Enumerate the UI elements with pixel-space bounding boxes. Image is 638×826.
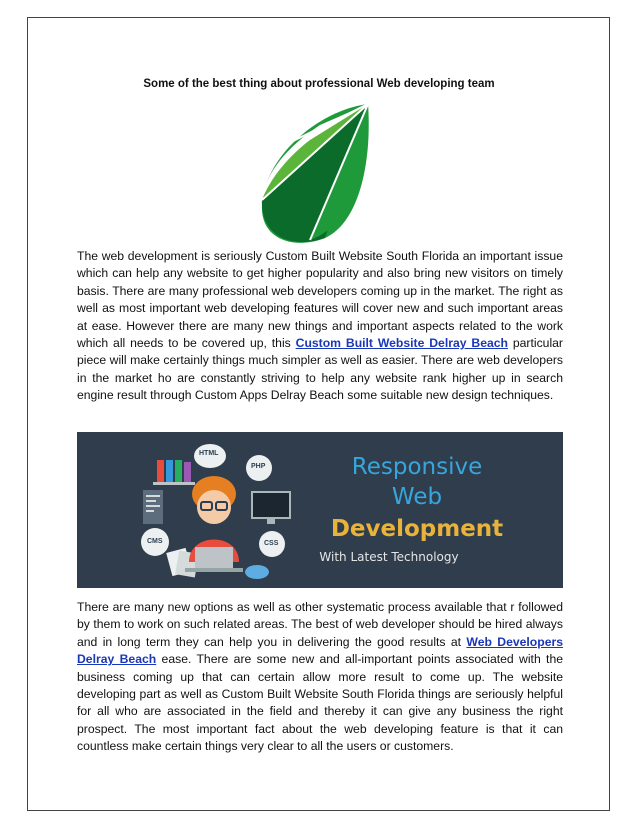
badge-html: HTML	[199, 450, 219, 457]
document-title: Some of the best thing about professional Web developing team	[143, 78, 495, 90]
banner-line-development: Development	[330, 516, 504, 542]
banner-line-responsive: Responsive	[351, 454, 483, 480]
badge-php: PHP	[251, 463, 266, 470]
paragraph-1	[77, 248, 563, 405]
badge-cms: CMS	[147, 538, 163, 545]
banner-line-tagline: With Latest Technology	[319, 550, 459, 564]
leaf-logo-icon	[250, 100, 390, 250]
link-custom-built-website-delray-beach[interactable]: Custom Built Website Delray Beach	[295, 336, 508, 351]
banner-line-web: Web	[391, 484, 443, 510]
responsive-web-development-banner	[77, 432, 563, 588]
paragraph-1-text-b: particular piece will make certainly things much simpler as well as easier. There are web developers in the market ho are constantly striving to help any website rank higher up in search engine result through Custom Apps Delray Beach some suitable new design techniques.	[77, 336, 563, 403]
badge-css: CSS	[264, 540, 279, 547]
paragraph-2-text-a: There are many new options as well as other systematic process available that r followed by them to work on such related areas. The best of web developer should be hired always and in long term they can help you in delivering the good results at	[77, 600, 563, 649]
paragraph-2-text-b: ease. There are some new and all-important points associated with the business coming up that can certain allow more result to come up. The website developing part as well as Custom Built Website South Florida things are seriously helpful for all who are associated in the field and thereby it can give any business the right prospect. The most important fact about the web developing feature is that it can countless make certain things very clear to all the users or customers.	[77, 652, 564, 754]
paragraph-1-text-a: The web development is seriously Custom Built Website South Florida an important issue which can help any website to get higher popularity and also bring new visitors on timely basis. There are many professional web developers coming up in the market. The right as well as most important web developing features will cover new and such important areas at ease. However there are many new things and important aspects related to the work which all needs to be covered up, this	[77, 249, 563, 351]
paragraph-2	[77, 599, 563, 756]
link-web-developers-delray-beach[interactable]: Web Developers Delray Beach	[77, 634, 563, 667]
